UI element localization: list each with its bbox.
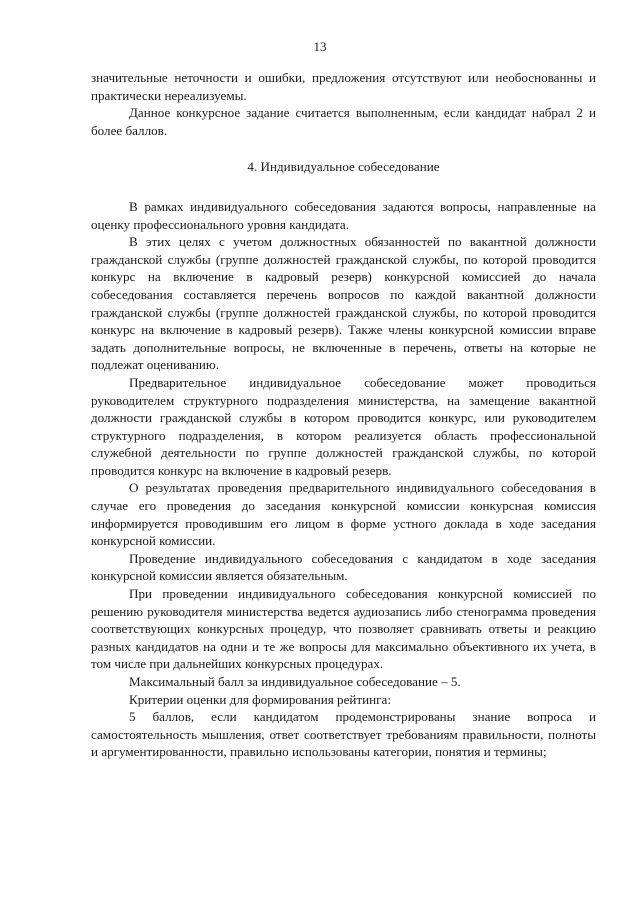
paragraph: Максимальный балл за индивидуальное собеседование – 5. bbox=[129, 674, 461, 689]
paragraph: 5 баллов, если кандидатом продемонстрированы знание вопроса и самостоятельность мышления, ответ соответствует требованиям правильности, полноты и аргументированности, правильно использованы категории, понятия и термины; bbox=[91, 709, 596, 760]
paragraph: При проведении индивидуального собеседования конкурсной комиссией по решению руководителя министерства ведется аудиозапись либо стенограмма проведения соответствующих конкурсных процедур, что позволяет сравнивать ответы и реакцию разных кандидатов на одни и те же вопросы для максимально объективного их учета, в том числе при дальнейших конкурсных процедурах. bbox=[91, 586, 596, 672]
paragraph: В рамках индивидуального собеседования задаются вопросы, направленные на оценку профессионального уровня кандидата. bbox=[91, 198, 596, 232]
section-heading: 4. Индивидуальное собеседование bbox=[247, 159, 440, 175]
paragraph: значительные неточности и ошибки, предложения отсутствуют или необоснованны и практически нереализуемы. bbox=[91, 70, 596, 103]
paragraph: Проведение индивидуального собеседования с кандидатом в ходе заседания конкурсной комиссии является обязательным. bbox=[91, 550, 596, 584]
paragraph: Критерии оценки для формирования рейтинга: bbox=[129, 691, 391, 707]
paragraph: В этих целях с учетом должностных обязанностей по вакантной должности гражданской службы (группе должностей гражданской службы, по которой проводится конкурс на включение в кадровый резерв) конкурсной комиссией до начала собеседования составляется перечень вопросов по каждой вакантной должности гражданской службы (группе должностей гражданской службы, по которой проводится конкурс на включение в кадровый резерв). Также члены конкурсной комиссии вправе задать дополнительные вопросы, не включенные в перечень, ответы на которые не подлежат оцениванию. bbox=[91, 234, 596, 373]
paragraph: Предварительное индивидуальное собеседование может проводиться руководителем структурного подразделения министерства, на замещение вакантной должности гражданской службы в котором проводится конкурс, или руководителем структурного подразделения, в котором реализуется область профессиональной служебной деятельности по группе должностей гражданской службы, по которой проводится конкурс на включение в кадровый резерв. bbox=[91, 374, 596, 478]
page-number: 13 bbox=[313, 39, 327, 54]
document-body bbox=[91, 69, 596, 761]
paragraph: О результатах проведения предварительного индивидуального собеседования в случае его проведения до заседания конкурсной комиссии конкурсная комиссия информируется проводившим его лицом в форме устного доклада в ходе заседания конкурсной комиссии. bbox=[91, 480, 596, 549]
paragraph: Данное конкурсное задание считается выполненным, если кандидат набрал 2 и более баллов. bbox=[91, 105, 596, 138]
